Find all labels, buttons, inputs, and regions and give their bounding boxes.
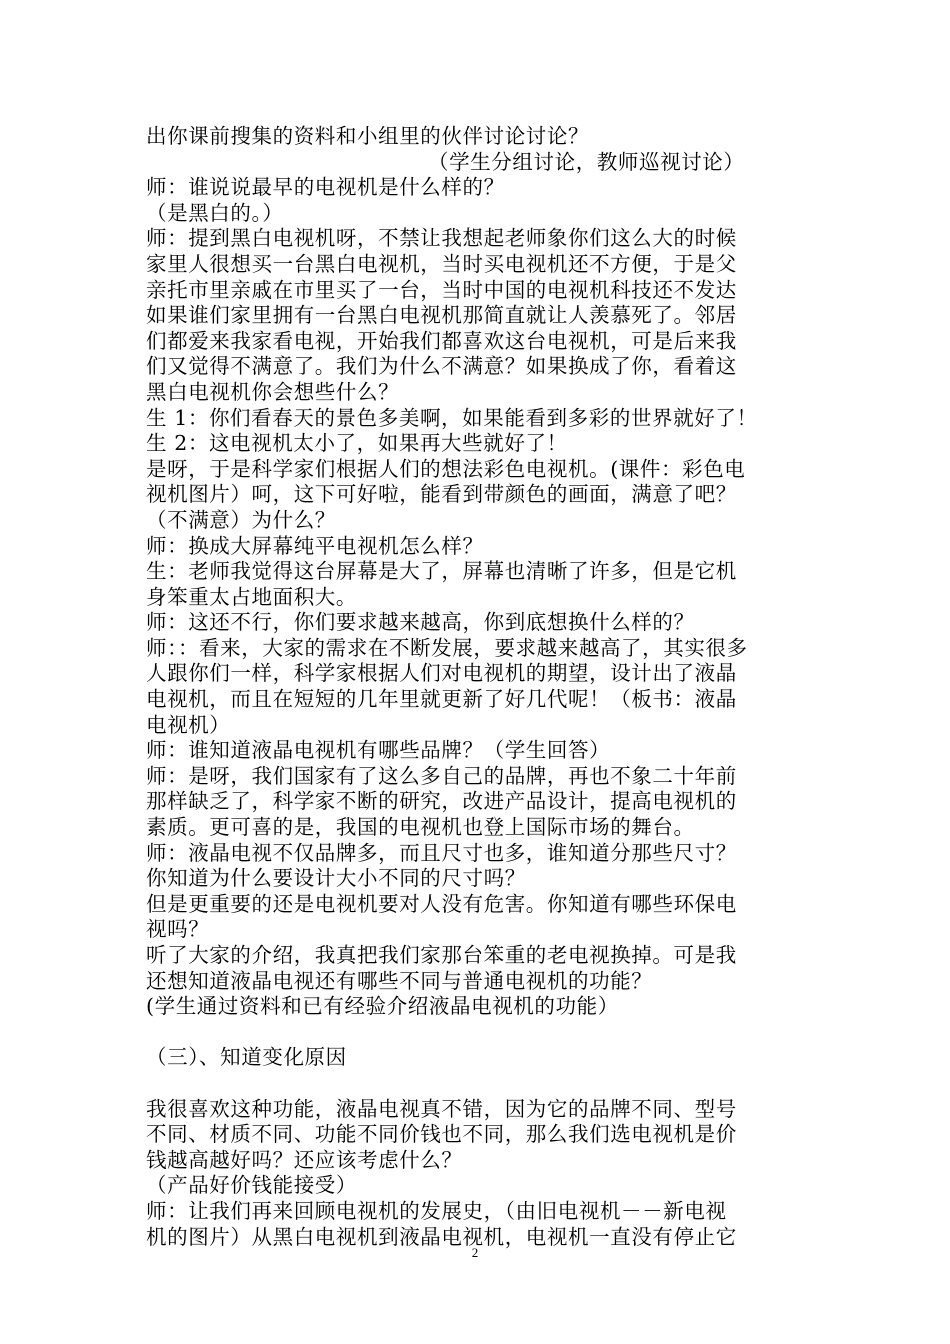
text-line: （是黑白的。） xyxy=(146,200,284,225)
text-line: 师：让我们再来回顾电视机的发展史，（由旧电视机－－新电视 xyxy=(146,1198,727,1223)
text-line: 亲托市里亲戚在市里买了一台，当时中国的电视机科技还不发达 xyxy=(146,277,737,302)
blank-line xyxy=(146,1020,818,1046)
text-line: 那样缺乏了，科学家不断的研究，改进产品设计，提高电视机的 xyxy=(146,789,737,814)
text-line: 生：老师我觉得这台屏幕是大了，屏幕也清晰了许多，但是它机 xyxy=(146,559,737,584)
text-line: 听了大家的介绍，我真把我们家那台笨重的老电视换掉。可是我 xyxy=(146,943,737,967)
text-line: 电视机，而且在短短的几年里就更新了好几代呢！（板书：液晶 xyxy=(146,687,737,712)
text-line: 素质。更可喜的是，我国的电视机也登上国际市场的舞台。 xyxy=(146,815,695,840)
document-body xyxy=(146,124,818,1250)
text-line: （不满意）为什么？ xyxy=(146,507,336,532)
text-line: 是呀，于是科学家们根据人们的想法彩色电视机。(课件：彩色电 xyxy=(146,456,746,481)
text-line: （产品好价钱能接受） xyxy=(146,1173,357,1198)
text-line: 师：提到黑白电视机呀，不禁让我想起老师象你们这么大的时候 xyxy=(146,226,737,251)
text-line: 生 1：你们看春天的景色多美啊，如果能看到多彩的世界就好了！ xyxy=(146,405,758,430)
text-line: 师：谁知道液晶电视机有哪些品牌？（学生回答） xyxy=(146,738,611,763)
text-line: 师：：看来，大家的需求在不断发展，要求越来越高了，其实很多 xyxy=(146,635,748,660)
blank-line xyxy=(146,1071,818,1097)
text-line: 师：液晶电视不仅品牌多，而且尺寸也多，谁知道分那些尺寸？ xyxy=(146,840,737,865)
text-line: 师：这还不行，你们要求越来越高，你到底想换什么样的？ xyxy=(146,610,695,635)
section-heading: （三）、知道变化原因 xyxy=(146,1045,347,1070)
text-line: (学生通过资料和已有经验介绍液晶电视机的功能） xyxy=(146,994,619,1019)
text-line: 但是更重要的还是电视机要对人没有危害。你知道有哪些环保电 xyxy=(146,891,737,916)
text-line: 机的图片）从黑白电视机到液晶电视机，电视机一直没有停止它 xyxy=(146,1224,737,1249)
text-line: 电视机） xyxy=(146,712,231,737)
text-line: 你知道为什么要设计大小不同的尺寸吗？ xyxy=(146,866,526,891)
text-line: 师：是呀，我们国家有了这么多自己的品牌，再也不象二十年前 xyxy=(146,763,737,788)
text-line: 身笨重太占地面积大。 xyxy=(146,584,357,609)
text-line: 还想知道液晶电视还有哪些不同与普通电视机的功能？ xyxy=(146,968,653,993)
text-line: 出你课前搜集的资料和小组里的伙伴讨论讨论？ xyxy=(146,124,590,148)
text-line: 生 2：这电视机太小了，如果再大些就好了！ xyxy=(146,431,568,456)
text-line: 视机图片）呵，这下可好啦，能看到带颜色的画面，满意了吧？ xyxy=(146,482,737,507)
page-number: 2 xyxy=(471,1245,479,1260)
text-line: 黑白电视机你会想些什么？ xyxy=(146,379,400,404)
text-line: （学生分组讨论，教师巡视讨论） xyxy=(428,149,745,174)
text-line: 们都爱来我家看电视，开始我们都喜欢这台电视机，可是后来我 xyxy=(146,328,737,353)
text-line: 如果谁们家里拥有一台黑白电视机那简直就让人羡慕死了。邻居 xyxy=(146,303,737,328)
text-line: 视吗？ xyxy=(146,917,210,942)
text-line: 我很喜欢这种功能，液晶电视真不错，因为它的品牌不同、型号 xyxy=(146,1096,737,1121)
text-line: 师：换成大屏幕纯平电视机怎么样？ xyxy=(146,533,484,558)
text-line: 不同、材质不同、功能不同价钱也不同，那么我们选电视机是价 xyxy=(146,1122,737,1147)
text-line: 们又觉得不满意了。我们为什么不满意？如果换成了你，看着这 xyxy=(146,354,737,379)
text-line: 家里人很想买一台黑白电视机，当时买电视机还不方便，于是父 xyxy=(146,251,737,276)
text-line: 人跟你们一样，科学家根据人们对电视机的期望，设计出了液晶 xyxy=(146,661,737,686)
text-line: 钱越高越好吗？还应该考虑什么？ xyxy=(146,1147,463,1172)
text-line: 师：谁说说最早的电视机是什么样的？ xyxy=(146,175,505,200)
